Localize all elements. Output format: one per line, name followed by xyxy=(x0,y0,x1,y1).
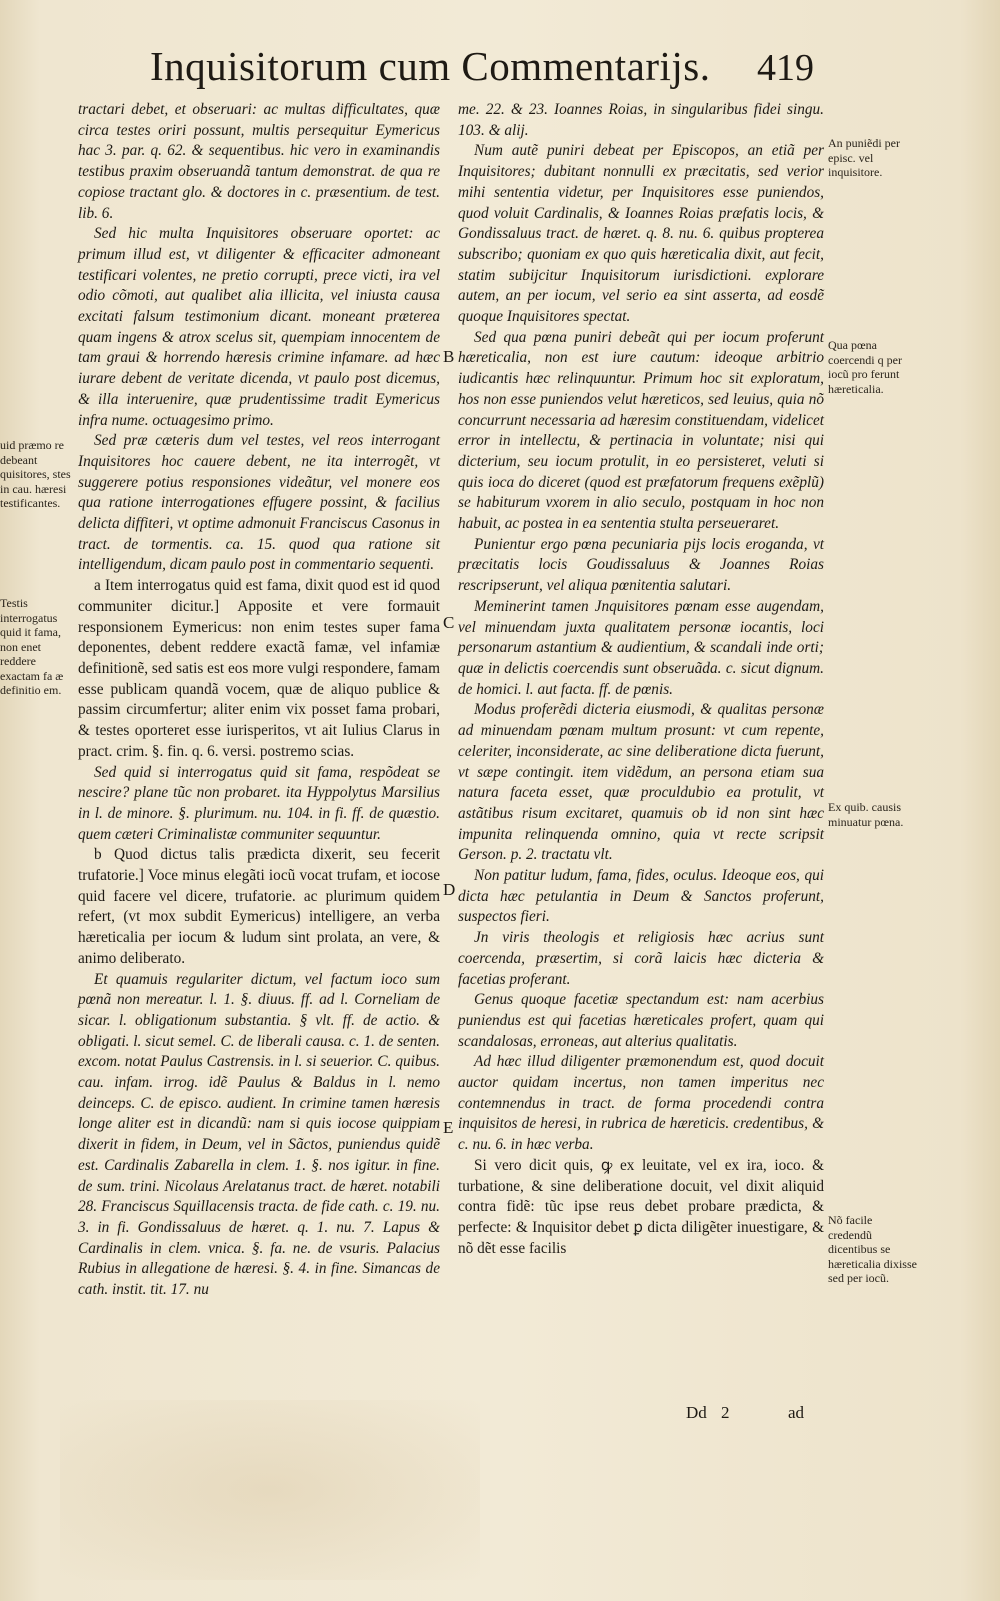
catchword: ad xyxy=(788,1403,805,1422)
paragraph: Modus proferẽdi dicteria eiusmodi, & qualitas personæ ad minuendam pœnam multum prosunt: vt cum repente, celeriter, inconsiderate, ac sine deliberatione dicta fuerunt, vt sæpe contingit. item vidẽdum, an persona etiam sua natura faceta esset, quæ proculdubio ea protulit, vt astãtibus risum excitaret, quamuis ob id non sint hæc impunita relinquenda omnino, quia vt recte scripsit Gerson. p. 2. tractatu vlt. xyxy=(458,701,824,864)
paragraph: Sed qua pœna puniri debeãt qui per iocum proferunt hæreticalia, non est iure cautum: ideoque arbitrio iudicantis hæc relinquuntur. Primum hoc sit exploratum, hos non esse puniendos velut hæreticos, sed leuius, quia nõ concurrunt necessaria ad hæresim constituendam, videlicet error in intellectu, & pertinacia in voluntate; nisi qui dicterium, seu iocum protulit, in eo persisteret, veluti si quis ioca do diceret (quod est præfatorum frequens exẽplũ) se habiturum vxorem in alio seculo, postquam in hoc non habuit, ac postea in ea sententia stulta perseueraret. xyxy=(458,328,824,533)
paper-stain xyxy=(60,1400,480,1580)
section-letter-e: E xyxy=(443,1118,454,1137)
paragraph: Jn viris theologis et religiosis hæc acrius sunt coercenda, præsertim, si corã laicis hæc dicteria & facetias proferant. xyxy=(458,929,824,988)
paragraph: Si vero dicit quis, ꝙ ex leuitate, vel ex ira, ioco. & turbatione, & sine deliberatione docuit, vel dixit aliquid contra fidẽ: tũc ipse reus debet probare prædicta, & perfecte: & Inquisitor debet ꝑ dicta diligẽter inuestigare, & nõ dẽt esse facilis xyxy=(458,1156,824,1257)
marginal-note: Ex quib. causis minuatur pœna. xyxy=(828,800,904,829)
paragraph: me. 22. & 23. Ioannes Roias, in singularibus fidei singu. 103. & alij. xyxy=(458,101,824,139)
right-column xyxy=(458,100,824,1259)
paragraph-text: Quod dictus talis prædicta dixerit, seu fecerit trufatorie.] Voce minus elegãti iocũ vocat trufam, et iocose quid facere vel dicere, trufatorie. ac plurimum quidem refert, (vt mox subdit Eymericus) intelligere, an verba hæreticalia per iocum & ludum sint prolata, an vere, & animo deliberato. xyxy=(78,846,441,967)
section-letter-d: D xyxy=(443,880,456,899)
marginal-note: Nõ facile credendũ dicentibus se hæreticalia dixisse sed per iocũ. xyxy=(828,1213,917,1285)
paragraph: Meminerint tamen Jnquisitores pœnam esse augendam, vel minuendam juxta qualitatem personæ iocantis, loci personarum astantium & audientium, & scandali inde orti; quæ in delictis coercendis sunt obseruãda. c. sicut dignum. de homici. l. aut facta. ff. de pœnis. xyxy=(458,597,824,698)
paragraph: Et quamuis regulariter dictum, vel factum ioco sum pœnã non mereatur. l. 1. §. diuus. ff. ad l. Corneliam de sicar. l. obligationum substantia. § vlt. ff. de actio. & obligati. l. sicut semel. C. de liberali causa. c. 1. de senten. excom. notat Paulus Castrensis. in l. si seuerior. C. quibus. cau. infam. irrog. idẽ Paulus & Baldus in l. nemo deinceps. C. de episco. audient. In crimine tamen hæresis longe aliter est in dicandũ: nam si quis iocose quippiam dixerit in fidem, in Deum, vel in Sãctos, puniendus quidẽ est. Cardinalis Zabarella in clem. 1. §. nos igitur. in fine. de sum. trini. Nicolaus Arelatanus tract. de hæret. notabili 28. Franciscus Squillacensis tracta. de fide cath. c. 19. nu. 3. in fi. Gondissaluus de hæret. q. 1. nu. 7. Lapus & Cardinalis in clem. vnica. §. fa. ne. de vsuris. Palacius Rubius in allegatione de hæresi. §. 4. in fine. Simancas de cath. instit. tit. 17. nu xyxy=(78,970,440,1299)
page-number: 419 xyxy=(757,47,814,89)
section-letter-b: B xyxy=(443,347,455,366)
section-letter-c: C xyxy=(443,613,455,632)
running-head: Inquisitorum cum Commentarijs. xyxy=(150,43,711,89)
marginal-note: Testis interrogatus quid it fama, non enet reddere exactam fa æ definitio em. xyxy=(0,596,64,697)
paragraph: Non patitur ludum, fama, fides, oculus. Ideoque eos, qui dicta hæc petulantia in Deum & Sanctos proferunt, suspectos fieri. xyxy=(458,867,824,926)
paragraph xyxy=(78,576,440,762)
paragraph-text: Item interrogatus quid est fama, dixit quod est id quod communiter dicitur.] Apposite et vere formauit responsionem Eymericus: non enim testes super fama deponentes, debent reddere exactã famæ, vel infamiæ definitionẽ, sed satis est eos more vulgi respondere, famam esse publicam quandã vocem, quæ de aliquo publice & passim circumfertur; aliter enim vix posset fama probari, & testes oporteret esse iurisperitos, vt ait Iulius Clarus in pract. crim. §. fin. q. 6. versi. postremo scias. xyxy=(78,577,440,760)
paragraph: Ad hæc illud diligenter præmonendum est, quod docuit auctor quidam incertus, non tamen imperitus nec contemnendus in tract. de forma procedendi contra inquisitos de heresi, in rubrica de hæreticis. credentibus, & c. nu. 6. in hæc verba. xyxy=(458,1053,824,1154)
marginal-note: Qua pœna coercendi q per iocũ pro ferunt hæreticalia. xyxy=(828,338,902,396)
paragraph: Sed præ cæteris dum vel testes, vel reos interrogant Inquisitores hoc cauere debent, ne ita interrogẽt, vt suggerere potius responsiones videãtur, vel monere eos qua ratione interrogationes effugere possint, & facilius delicta diffiteri, vt optime admonuit Franciscus Casonus in tract. de tormentis. ca. 15. quod qua ratione sit intelligendum, dicam paulo post in commentario sequenti. xyxy=(78,432,440,574)
paragraph xyxy=(78,845,440,969)
marginal-note: An puniẽdi per episc. vel inquisitore. xyxy=(828,136,900,179)
signature-mark: Dd 2 xyxy=(686,1403,730,1422)
paragraph: Sed quid si interrogatus quid sit fama, respõdeat se nescire? plane tũc non probaret. ita Hyppolytus Marsilius in l. de minore. §. plurimum. nu. 104. in fi. ff. de quæstio. quem cæteri Criminalistæ communiter sequuntur. xyxy=(78,763,440,843)
annotation-marker: b xyxy=(94,846,102,864)
annotation-marker: a xyxy=(94,577,101,595)
paragraph: tractari debet, et obseruari: ac multas difficultates, quæ circa testes oriri possunt, multis persequitur Eymericus hac 3. par. q. 62. & sequentibus. hic vero in examinandis testibus praxim obseruandã tantum demonstrat. de qua re copiose tractant glo. & doctores in c. præsentium. de test. lib. 6. xyxy=(78,101,440,222)
marginal-note: uid præmo re debeant quisitores, stes in cau. hæresi testificantes. xyxy=(0,438,71,510)
left-column xyxy=(78,100,440,1301)
paragraph: Num autẽ puniri debeat per Episcopos, an etiã per Inquisitores; dubitant nonnulli ex præcitatis, sed verior mihi sententia videtur, per Inquisitores esse puniendos, quod voluit Cardinalis, & Ioannes Roias præfatis locis, & Gondissaluus tract. de hæret. q. 8. nu. 6. quibus propterea subscribo; quoniam ex quo quis hæreticalia dixit, aut fecit, statim subijcitur Inquisitorum iurisdictioni. explorare autem, an per iocum, vel serio ea sint asserta, ad eosdẽ quoque Inquisitores spectat. xyxy=(458,142,824,326)
paragraph: Punientur ergo pœna pecuniaria pijs locis eroganda, vt præcitatis locis Goudissaluus & Joannes Roias rescripserunt, vel aliqua pœnitentia salutari. xyxy=(458,535,824,595)
paragraph: Genus quoque facetiæ spectandum est: nam acerbius puniendus est qui facetias hæreticales profert, quam qui scandalosas, erroneas, aut alterius qualitatis. xyxy=(458,991,824,1050)
paragraph: Sed hic multa Inquisitores obseruare oportet: ac primum illud est, vt diligenter & efficaciter admoneant testificari volentes, ne pretio corrupti, prece victi, ira vel odio cõmoti, aut qualibet alia illicita, vel iniusta causa excitati falsum testimonium dicant. moneant præterea quam ingens & atrox scelus sit, quempiam innocentem de tam graui & horrendo hæresis crimine infamare. ad hæc iurare debent de veritate dicenda, vt paulo post dicemus, & illa interuenire, quæ prudentissime tradit Eymericus infra nume. octuagesimo primo. xyxy=(78,225,440,429)
